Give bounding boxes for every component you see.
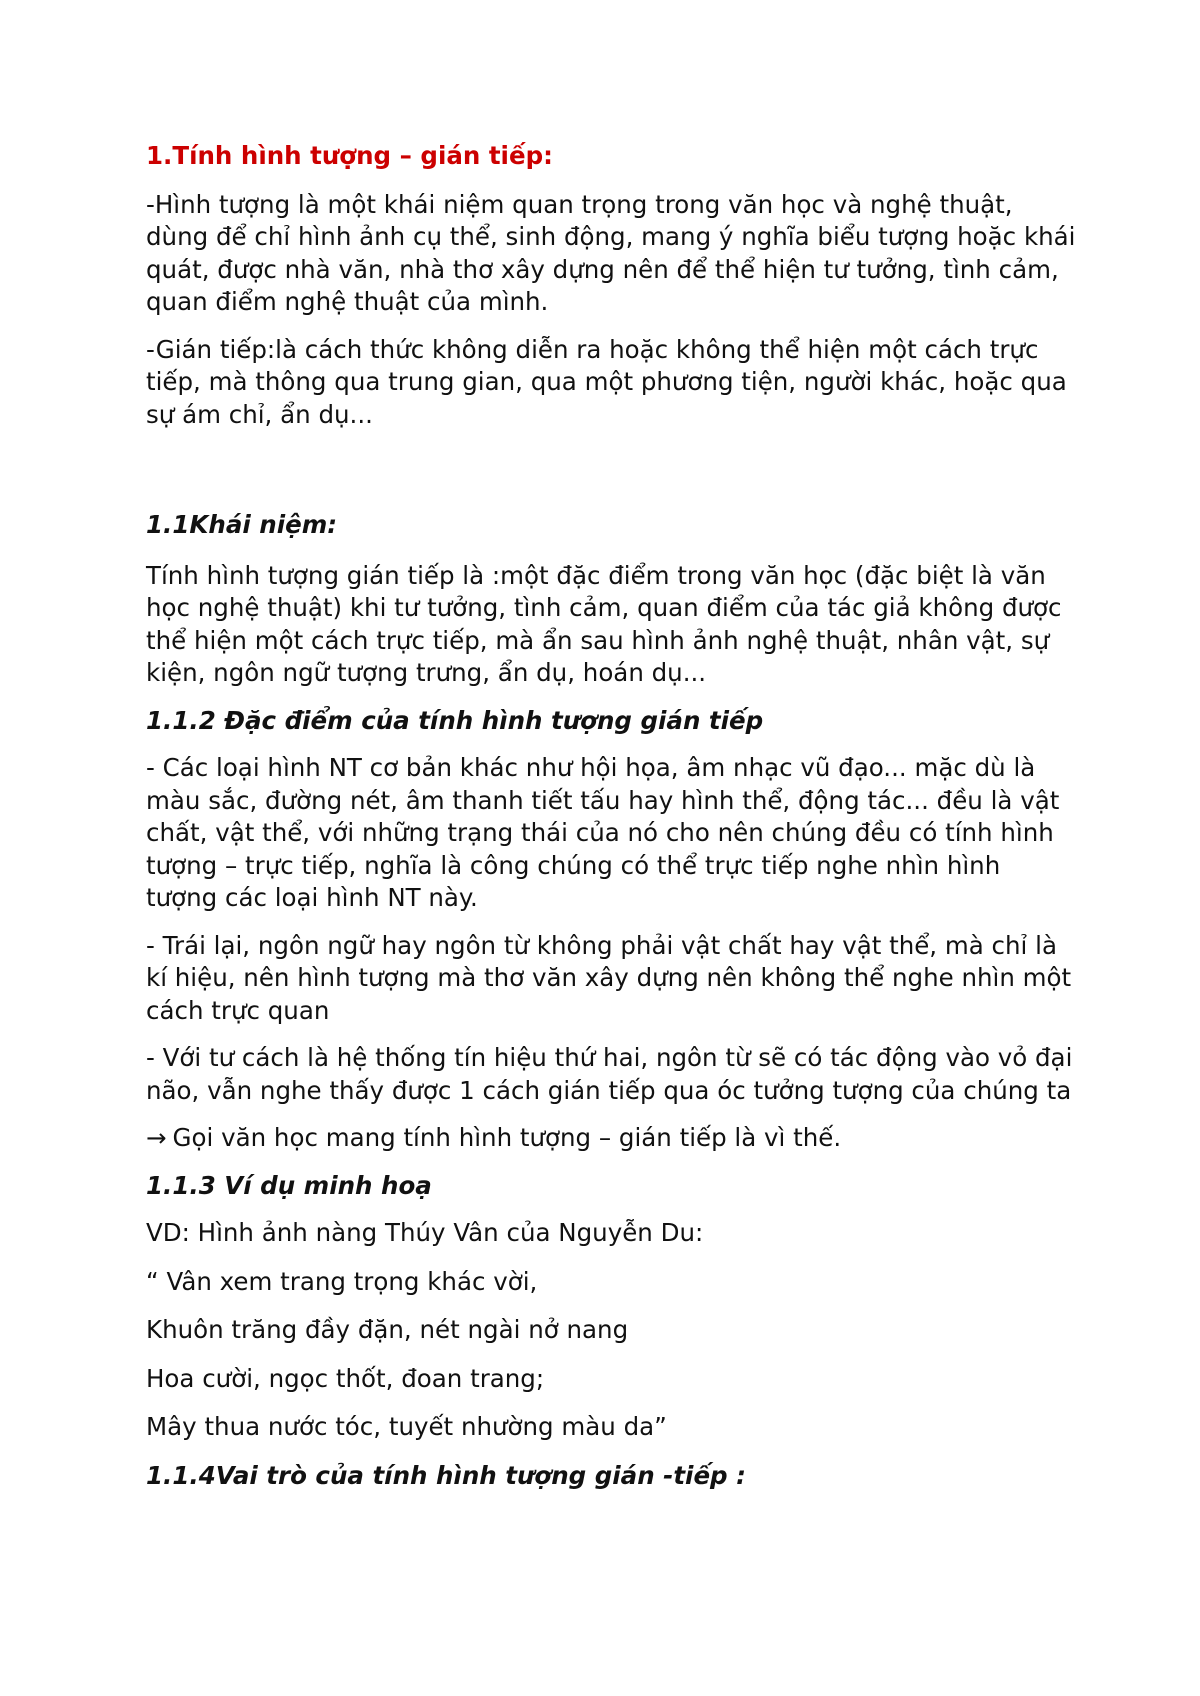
paragraph-hinh-tuong: -Hình tượng là một khái niệm quan trọng trong văn học và nghệ thuật, dùng để chỉ hình ảnh cụ thể, sinh động, mang ý nghĩa biểu tượng hoặc khái quát, được nhà văn, nhà thơ xây dựng nên để thể hiện tư tưởng, tình cảm, quan điểm nghệ thuật của mình. — [146, 189, 1076, 316]
heading-vai-tro: 1.1.4Vai trò của tính hình tượng gián -tiếp : — [146, 1460, 746, 1490]
paragraph-khai-niem: Tính hình tượng gián tiếp là :một đặc điểm trong văn học (đặc biệt là văn học nghệ thuật) khi tư tưởng, tình cảm, quan điểm của tác giả không được thể hiện một cách trực tiếp, mà ẩn sau hình ảnh nghệ thuật, nhân vật, sự kiện, ngôn ngữ tượng trưng, ẩn dụ, hoán dụ... — [146, 560, 1062, 687]
poem-line: Mây thua nước tóc, tuyết nhường màu da” — [146, 1412, 667, 1441]
poem-line: “ Vân xem trang trọng khác vời, — [146, 1266, 538, 1296]
poem-line: Khuôn trăng đầy đặn, nét ngài nở nang — [146, 1315, 629, 1344]
bullet-paragraph-1: - Các loại hình NT cơ bản khác như hội họa, âm nhạc vũ đạo... mặc dù là màu sắc, đường nét, âm thanh tiết tấu hay hình thể, động tác... đều là vật chất, vật thể, với những trạng thái của nó cho nên chúng đều có tính hình tượng – trực tiếp, nghĩa là công chúng có thể trực tiếp nghe nhìn hình tượng các loại hình NT này. — [146, 753, 1060, 912]
heading-khai-niem: 1.1Khái niệm: — [146, 510, 338, 539]
conclusion-text: Gọi văn học mang tính hình tượng – gián tiếp là vì thế. — [172, 1123, 842, 1152]
poem-line: Hoa cười, ngọc thốt, đoan trang; — [146, 1363, 545, 1393]
document-body — [146, 140, 1076, 1507]
paragraph-gian-tiep: -Gián tiếp:là cách thức không diễn ra hoặc không thể hiện một cách trực tiếp, mà thông qua trung gian, qua một phương tiện, người khác, hoặc qua sự ám chỉ, ẩn dụ... — [146, 334, 1067, 429]
bullet-paragraph-3: - Với tư cách là hệ thống tín hiệu thứ hai, ngôn từ sẽ có tác động vào vỏ đại não, vẫn nghe thấy được 1 cách gián tiếp qua óc tưởng tượng của chúng ta — [146, 1043, 1073, 1105]
right-arrow-icon: → — [146, 1123, 167, 1152]
heading-vi-du: 1.1.3 Ví dụ minh hoạ — [146, 1170, 432, 1200]
example-intro: VD: Hình ảnh nàng Thúy Vân của Nguyễn Du: — [146, 1218, 704, 1247]
heading-dac-diem: 1.1.2 Đặc điểm của tính hình tượng gián tiếp — [146, 705, 764, 735]
conclusion-paragraph — [146, 1122, 1076, 1155]
section-title: 1.Tính hình tượng – gián tiếp: — [146, 141, 553, 170]
bullet-paragraph-2: - Trái lại, ngôn ngữ hay ngôn từ không phải vật chất hay vật thể, mà chỉ là kí hiệu, nên hình tượng mà thơ văn xây dựng nên không thể nghe nhìn một cách trực quan — [146, 930, 1072, 1025]
